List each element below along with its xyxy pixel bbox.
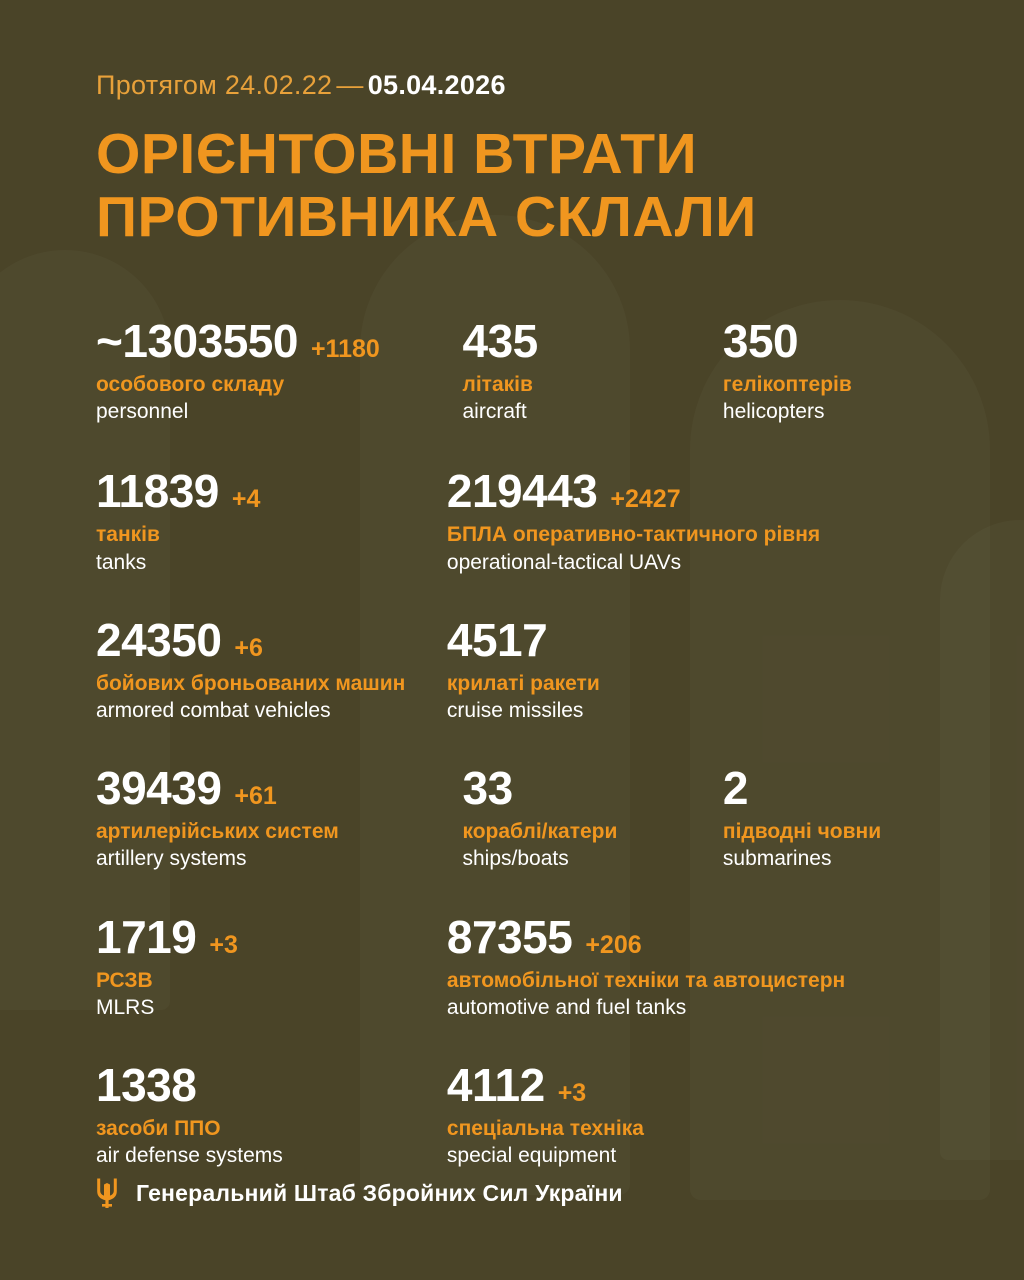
stat-helicopters <box>722 315 964 424</box>
stat-aircraft <box>462 315 722 424</box>
stat-label-en: aircraft <box>462 400 527 424</box>
stat-special-equipment <box>446 1058 964 1168</box>
stat-personnel <box>96 315 462 424</box>
stat-label-ua: крилаті ракети <box>446 671 600 695</box>
stat-value-line <box>96 1058 447 1111</box>
stat-value: 39439 <box>96 762 222 815</box>
date-range <box>96 70 936 101</box>
stat-air-defense-systems <box>96 1058 447 1168</box>
stat-label-ua: літаків <box>462 373 533 396</box>
stat-label-en: artillery systems <box>96 847 247 871</box>
stat-label-en: special equipment <box>446 1144 617 1168</box>
stat-delta: +3 <box>557 1078 587 1107</box>
stat-mlrs <box>96 910 447 1020</box>
page-title-line-2: ПРОТИВНИКА СКЛАЛИ <box>96 184 757 249</box>
stat-label-ua: особового складу <box>96 373 285 396</box>
stats-row <box>96 613 964 723</box>
stats-row <box>96 315 964 424</box>
stat-label-ua: кораблі/катери <box>462 820 618 844</box>
stat-value-line <box>722 315 964 367</box>
stat-armored-combat-vehicles <box>96 613 447 723</box>
page-title <box>96 123 936 248</box>
stats-row <box>96 1058 964 1168</box>
stat-label-en: operational-tactical UAVs <box>446 550 682 574</box>
stat-label-en: submarines <box>722 847 832 871</box>
stat-label-ua: артилерійських систем <box>96 820 339 844</box>
stat-label-ua: БПЛА оперативно-тактичного рівня <box>446 523 821 547</box>
stats-row <box>96 910 964 1020</box>
stat-cruise-missiles <box>446 613 964 723</box>
stat-delta: +206 <box>585 930 642 959</box>
footer <box>96 1178 623 1208</box>
stat-delta: +4 <box>231 485 261 514</box>
stat-value-line <box>96 315 462 367</box>
stat-submarines <box>722 762 964 871</box>
stat-label-ua: спеціальна техніка <box>446 1116 644 1140</box>
stat-value: 350 <box>722 315 799 367</box>
stat-value-line <box>722 762 964 815</box>
stat-ships-boats <box>462 762 722 871</box>
stat-value: 435 <box>462 315 538 367</box>
stat-label-en: ships/boats <box>462 847 569 871</box>
page-title-line-1: ОРІЄНТОВНІ ВТРАТИ <box>96 122 698 186</box>
stats-row <box>96 762 964 871</box>
stat-automotive-fuel-tanks <box>446 910 964 1020</box>
stat-value: 219443 <box>446 465 598 518</box>
stats-grid <box>96 315 964 1168</box>
stat-label-en: MLRS <box>96 995 155 1019</box>
stat-value-line <box>446 910 964 963</box>
stat-value: 1719 <box>96 910 197 963</box>
stat-label-en: helicopters <box>722 400 825 424</box>
stat-delta: +1180 <box>310 335 380 363</box>
stat-uavs <box>446 465 964 574</box>
stat-value-line <box>96 910 447 963</box>
stat-value-line <box>96 465 447 518</box>
date-range-start: Протягом 24.02.22 <box>96 70 333 100</box>
stat-label-ua: гелікоптерів <box>722 373 852 396</box>
stat-value-line <box>96 613 447 666</box>
stat-label-ua: автомобільної техніки та автоцистерн <box>446 968 846 992</box>
date-range-end: 05.04.2026 <box>367 70 506 100</box>
stats-row <box>96 465 964 574</box>
stat-value: 4112 <box>446 1058 545 1111</box>
stat-value-line <box>446 1058 964 1111</box>
date-range-dash: — <box>336 70 364 100</box>
stat-label-ua: бойових броньованих машин <box>96 671 406 695</box>
stat-value: 4517 <box>446 613 548 666</box>
stat-value-line <box>96 762 462 815</box>
stat-label-en: air defense systems <box>96 1144 283 1168</box>
stat-delta: +2427 <box>610 485 681 514</box>
stat-value: 87355 <box>446 910 573 963</box>
stat-label-ua: танків <box>96 523 160 547</box>
stat-value: 33 <box>462 762 513 815</box>
stat-label-en: personnel <box>96 400 189 424</box>
trident-icon <box>96 1178 118 1208</box>
stat-label-ua: РСЗВ <box>96 968 153 992</box>
stat-tanks <box>96 465 447 574</box>
stat-value: 24350 <box>96 613 222 666</box>
stat-artillery-systems <box>96 762 462 871</box>
stat-value: ~1303550 <box>96 315 298 367</box>
stat-value-line <box>462 315 722 367</box>
stat-value: 2 <box>722 762 748 815</box>
stat-label-ua: підводні човни <box>722 820 882 844</box>
stat-label-en: armored combat vehicles <box>96 698 331 722</box>
stat-delta: +6 <box>234 633 263 662</box>
stat-value-line <box>446 465 964 518</box>
stat-value-line <box>446 613 964 666</box>
stat-value: 1338 <box>96 1058 197 1111</box>
stat-value-line <box>462 762 722 815</box>
footer-text: Генеральний Штаб Збройних Сил України <box>136 1179 623 1206</box>
stat-delta: +61 <box>234 782 277 811</box>
stat-label-en: automotive and fuel tanks <box>446 995 687 1019</box>
stat-delta: +3 <box>209 930 238 959</box>
stat-label-ua: засоби ППО <box>96 1116 221 1140</box>
stat-label-en: tanks <box>96 550 147 574</box>
stat-label-en: cruise missiles <box>446 698 584 722</box>
stat-value: 11839 <box>96 465 219 518</box>
